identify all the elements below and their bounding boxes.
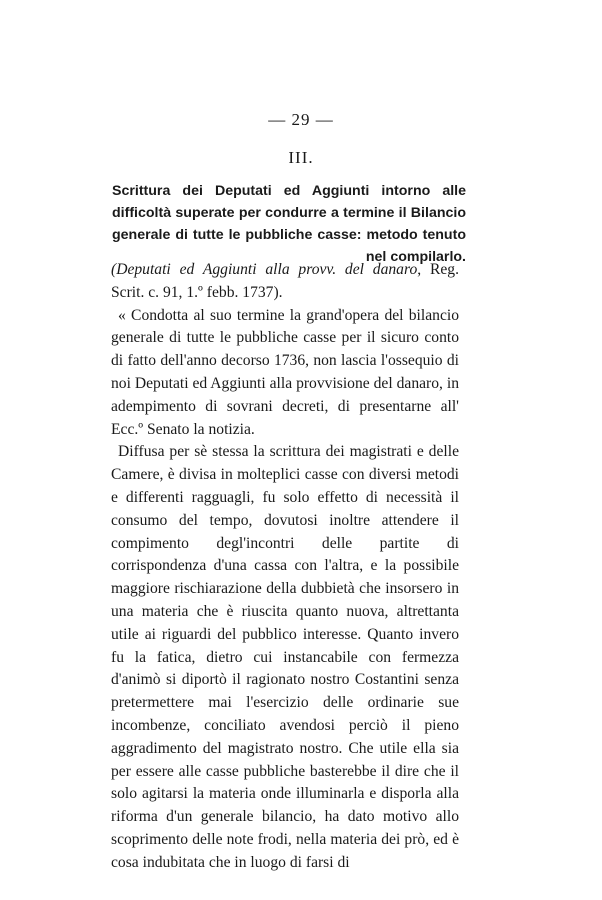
section-heading: Scrittura dei Deputati ed Aggiunti intorno alle difficoltà superate per condurre a termine il Bilancio generale di tutte le pubbliche casse: metodo tenuto nel compilarlo.: [112, 183, 466, 265]
section-numeral: III.: [288, 148, 314, 167]
body-text: [111, 259, 459, 875]
source-citation-italic: (Deputati ed Aggiunti alla provv. del danaro: [111, 261, 418, 278]
source-citation: [111, 259, 459, 305]
source-citation-reference: , Reg. Scrit. c. 91, 1.º febb. 1737).: [111, 261, 459, 301]
page-number: — 29 —: [268, 110, 334, 129]
paragraph: Diffusa per sè stessa la scrittura dei magistrati e delle Camere, è divisa in molteplici casse con diversi metodi e differenti ragguagli, fu solo effetto di necessità il consumo del tempo, dovutosi inoltre attendere il compimento degl'incontri delle partite di corrispondenza d'una cassa con l'altra, e la possibile maggiore rischiarazione della dubbietà che insorsero in una materia che è riuscita quanto nuova, altrettanta utile ai riguardi del pubblico interesse. Quanto invero fu la fatica, dietro cui instancabile con fermezza d'animò si diportò il ragionato nostro Costantini senza pretermettere mai l'esercizio delle ordinarie sue incombenze, conciliato avendosi perciò il pieno aggradimento del magistrato nostro. Che utile ella sia per essere alle casse pubbliche basterebbe il dire che il solo agitarsi la materia onde illuminarla e disporla alla riforma d'un generale bilancio, ha dato motivo allo scoprimento delle note frodi, nella materia dei prò, ed è cosa indubitata che in luogo di farsi di: [111, 443, 459, 871]
paragraph: « Condotta al suo termine la grand'opera del bilancio generale di tutte le pubbliche casse per il sicuro conto di fatto dell'anno decorso 1736, non lascia l'ossequio di noi Deputati ed Aggiunti alla provvisione del danaro, in adempimento di sovrani decreti, di presentarne all' Ecc.º Senato la notizia.: [111, 306, 459, 438]
